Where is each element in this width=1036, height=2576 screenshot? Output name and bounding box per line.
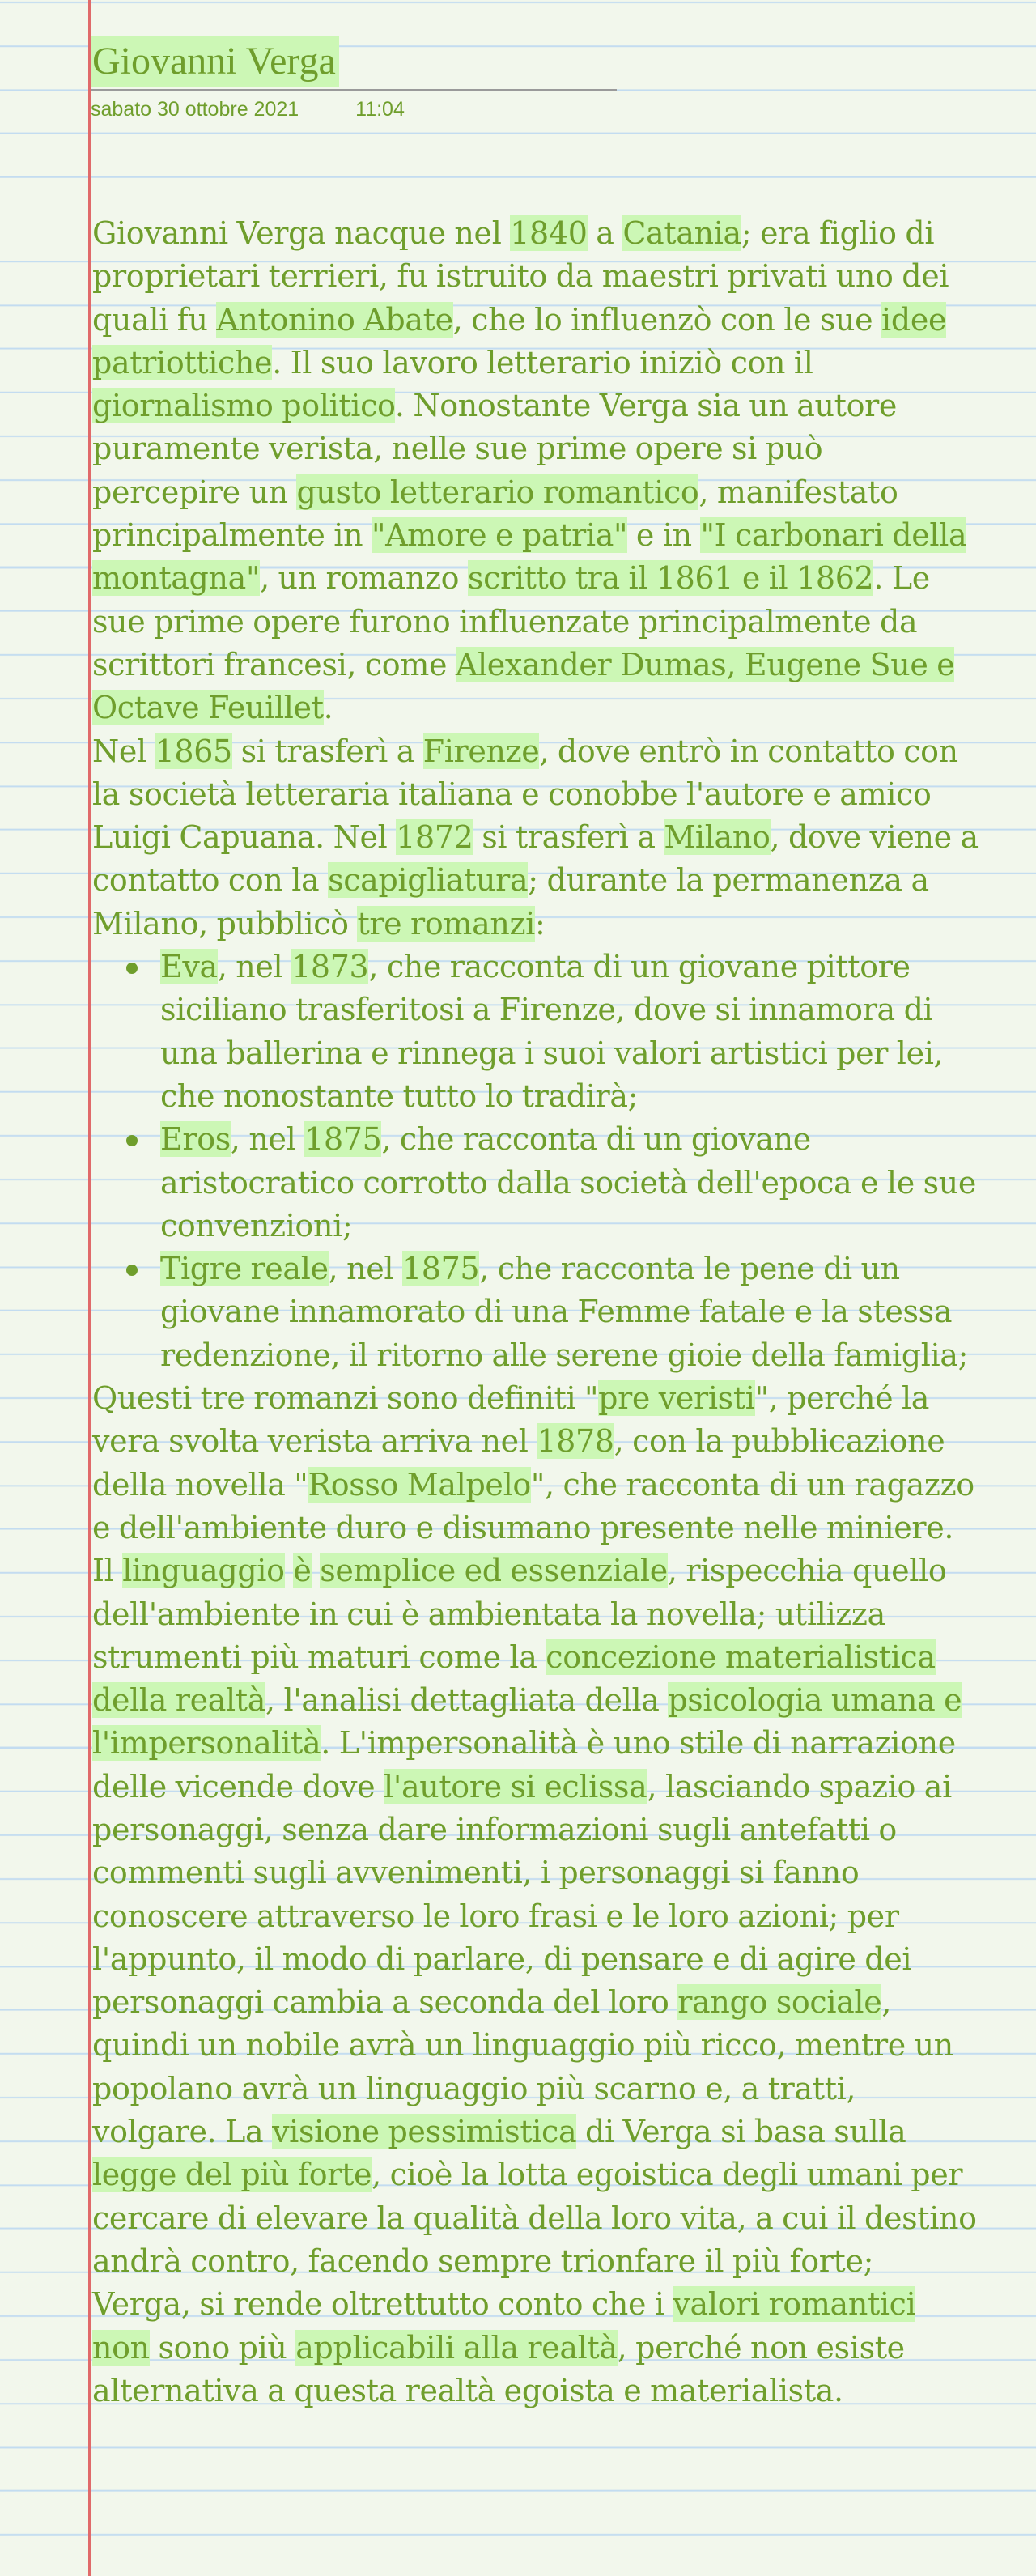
highlighted-text: Eva <box>160 949 218 985</box>
text-run: . Nonostante Verga sia un autore puramente verista, nelle sue prime opere si può percepire un <box>92 388 898 510</box>
text-run: , quindi un nobile avrà un linguaggio più ricco, mentre un popolano avrà un linguaggio più scarno e, a tratti, volgare. La <box>92 1984 953 2150</box>
text-run: ; era figlio di proprietari terrieri, fu istruito da maestri privati uno dei quali fu <box>92 215 949 338</box>
text-run: , che racconta le pene di un giovane innamorato di una Femme fatale e la stessa redenzione, il ritorno alle serene gioie della famiglia; <box>160 1251 969 1373</box>
text-run: , rispecchia quello dell'ambiente in cui è ambientata la novella; utilizza strumenti più maturi come la <box>92 1553 947 1675</box>
text-run: : <box>534 905 546 942</box>
highlighted-text: psicologia umana e l'impersonalità <box>92 1682 962 1762</box>
paragraph-verismo <box>92 1377 979 2412</box>
highlighted-text: Catania <box>622 215 741 251</box>
text-run: , lasciando spazio ai personaggi, senza dare informazioni sugli antefatti o commenti sugli avvenimenti, i personaggi si fanno conoscere attraverso le loro frasi e le loro azioni; per l'appunto, il modo di parlare, di pensare e di agire dei personaggi cambia a seconda del loro <box>92 1768 952 2021</box>
highlighted-text: rango sociale <box>677 1984 882 2021</box>
text-run: , nel <box>217 949 292 985</box>
text-run: ", perché la vera svolta verista arriva nel <box>92 1380 930 1460</box>
bullet-icon <box>126 963 138 974</box>
text-run: sono più <box>149 2329 296 2366</box>
highlighted-text: pre veristi <box>598 1380 755 1417</box>
text-run: , che racconta di un giovane aristocratico corrotto dalla società dell'epoca e le sue convenzioni; <box>160 1121 977 1243</box>
text-run: , l'analisi dettagliata della <box>265 1682 669 1719</box>
note-timestamp <box>91 97 617 121</box>
highlighted-text: è <box>293 1553 312 1589</box>
text-run: Nel <box>92 733 155 769</box>
highlighted-text: Rosso Malpelo <box>308 1466 531 1503</box>
highlighted-text: non <box>92 2329 150 2366</box>
highlighted-text: giornalismo politico <box>92 388 395 424</box>
text-run: Giovanni Verga nacque nel <box>92 215 511 251</box>
note-header <box>91 36 617 121</box>
highlighted-text: legge del più forte <box>92 2157 372 2193</box>
highlighted-text: scapigliatura <box>328 862 529 899</box>
highlighted-text: 1875 <box>401 1251 480 1287</box>
highlighted-text: Antonino Abate <box>216 301 453 338</box>
highlighted-text: 1872 <box>396 819 473 856</box>
text-run: si trasferì a <box>231 733 423 769</box>
list-item-eva <box>160 946 979 1118</box>
text-run: , che racconta di un giovane pittore siciliano trasferitosi a Firenze, dove si innamora di una ballerina e rinnega i suoi valori artistici per lei, che nonostante tutto lo tradirà; <box>160 949 944 1114</box>
highlighted-text: idee patriottiche <box>92 301 947 380</box>
text-run: , un romanzo <box>260 560 468 597</box>
highlighted-text: scritto tra il 1861 e il 1862 <box>467 560 874 597</box>
text-run: . Le sue prime opere furono influenzate principalmente da scrittori francesi, come <box>92 560 930 682</box>
highlighted-text: 1865 <box>155 733 232 769</box>
highlighted-text: Milano <box>664 819 771 856</box>
list-item-text <box>160 1121 976 1243</box>
text-run: si trasferì a <box>473 819 664 856</box>
text-run: ; durante la permanenza a Milano, pubblicò <box>92 862 929 942</box>
list-item-tigre-reale <box>160 1248 979 1377</box>
margin-line <box>88 0 91 2576</box>
bullet-icon <box>126 1135 138 1146</box>
title-divider <box>91 89 617 91</box>
text-run: , nel <box>230 1121 305 1158</box>
highlighted-text: Firenze <box>422 733 540 769</box>
highlighted-text: valori romantici <box>673 2286 916 2323</box>
text-run: , cioè la lotta egoistica degli umani per cercare di elevare la qualità della loro vita, a cui il destino andrà contro, facendo sempre trionfare il più forte; Verga, si rende oltrettutto conto che i <box>92 2157 977 2323</box>
text-run: . Il suo lavoro letterario iniziò con il <box>272 344 813 380</box>
novels-list <box>92 946 979 1377</box>
list-item-text <box>160 1251 968 1373</box>
highlighted-text: 1840 <box>510 215 588 251</box>
text-run: ", che racconta di un ragazzo e dell'ambiente duro e disumano presente nelle miniere. Il <box>92 1466 974 1589</box>
highlighted-text: gusto letterario romantico <box>296 474 699 510</box>
text-run: , dove viene a contatto con la <box>92 819 979 899</box>
highlighted-text: 1873 <box>291 949 369 985</box>
text-run: , perché non esiste alternativa a questa realtà egoista e materialista. <box>92 2329 905 2408</box>
highlighted-text: 1875 <box>304 1121 382 1158</box>
note-time: 11:04 <box>355 98 405 121</box>
text-run: , che lo influenzò con le sue <box>452 301 882 338</box>
bullet-icon <box>126 1265 138 1276</box>
text-run: Questi tre romanzi sono definiti " <box>92 1380 599 1417</box>
text-run <box>285 1553 294 1588</box>
list-item-text <box>160 949 943 1114</box>
list-item-eros <box>160 1118 979 1248</box>
note-body <box>92 212 979 2412</box>
highlighted-text: linguaggio <box>122 1553 285 1589</box>
highlighted-text: l'autore si eclissa <box>384 1768 648 1804</box>
text-run <box>312 1553 321 1588</box>
highlighted-text: concezione materialistica della realtà <box>92 1639 936 1719</box>
highlighted-text: "Amore e patria" <box>371 517 628 554</box>
text-run: a <box>587 215 623 251</box>
paragraph-intro <box>92 212 979 730</box>
text-run: di Verga si basa sulla <box>576 2114 906 2150</box>
highlighted-text: Tigre reale <box>160 1251 329 1287</box>
highlighted-text: tre romanzi <box>357 905 535 942</box>
highlighted-text: semplice ed essenziale <box>320 1553 668 1589</box>
highlighted-text: Eros <box>160 1121 231 1158</box>
highlighted-text: visione pessimistica <box>272 2114 577 2150</box>
text-run: e in <box>627 517 701 554</box>
paragraph-milano <box>92 730 979 946</box>
note-date: sabato 30 ottobre 2021 <box>91 98 299 121</box>
text-run: . <box>323 690 333 726</box>
text-run: , con la pubblicazione della novella " <box>92 1423 945 1503</box>
text-run: . L'impersonalità è uno stile di narrazione delle vicende dove <box>92 1725 956 1804</box>
highlighted-text: Alexander Dumas, Eugene Sue e Octave Feuillet <box>92 646 955 726</box>
text-run: , manifestato principalmente in <box>92 474 898 554</box>
highlighted-text: "I carbonari della montagna" <box>92 517 967 597</box>
text-run: , nel <box>328 1251 402 1287</box>
text-run: , dove entrò in contatto con la società letteraria italiana e conobbe l'autore e amico Luigi Capuana. Nel <box>92 733 958 856</box>
highlighted-text: applicabili alla realtà <box>295 2329 618 2366</box>
highlighted-text: 1878 <box>537 1423 614 1460</box>
page-title: Giovanni Verga <box>91 36 339 87</box>
